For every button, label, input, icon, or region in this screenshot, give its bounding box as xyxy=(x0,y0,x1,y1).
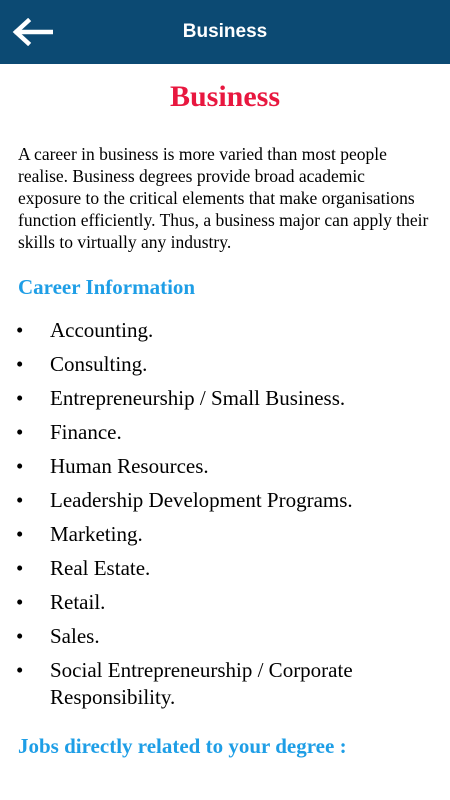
back-button[interactable] xyxy=(10,14,54,50)
list-item-label: Leadership Development Programs. xyxy=(50,488,353,512)
list-item xyxy=(0,453,450,480)
list-item xyxy=(0,317,450,344)
content-scroll-area[interactable] xyxy=(0,64,450,800)
list-item-label: Social Entrepreneurship / Corporate Responsibility. xyxy=(50,658,353,709)
list-item xyxy=(0,487,450,514)
bullet-icon: • xyxy=(16,590,24,614)
bullet-icon: • xyxy=(16,352,24,376)
page-title: Business xyxy=(169,80,281,113)
career-information-heading: Career Information xyxy=(18,275,196,299)
list-item xyxy=(0,385,450,412)
list-item xyxy=(0,521,450,548)
list-item xyxy=(0,351,450,378)
app-bar xyxy=(0,0,450,64)
list-item xyxy=(0,419,450,446)
bullet-icon: • xyxy=(16,318,24,342)
list-item xyxy=(0,657,450,711)
career-list xyxy=(0,317,450,711)
intro-paragraph: A career in business is more varied than most people realise. Business degrees provide broad academic exposure to the critical elements that make organisations function efficiently. Thus, a business major can apply their skills to virtually any industry. xyxy=(18,144,429,252)
list-item-label: Marketing. xyxy=(50,522,143,546)
list-item-label: Human Resources. xyxy=(50,454,209,478)
list-item xyxy=(0,589,450,616)
list-item-label: Consulting. xyxy=(50,352,148,376)
list-item-label: Accounting. xyxy=(50,318,154,342)
jobs-related-heading: Jobs directly related to your degree : xyxy=(18,734,347,758)
list-item-label: Sales. xyxy=(50,624,100,648)
list-item xyxy=(0,555,450,582)
bullet-icon: • xyxy=(16,556,24,580)
bullet-icon: • xyxy=(16,420,24,444)
list-item-label: Finance. xyxy=(50,420,122,444)
bullet-icon: • xyxy=(16,454,24,478)
arrow-left-icon xyxy=(11,18,53,46)
list-item xyxy=(0,623,450,650)
bullet-icon: • xyxy=(16,488,24,512)
list-item-label: Entrepreneurship / Small Business. xyxy=(50,386,346,410)
bullet-icon: • xyxy=(16,658,24,682)
bullet-icon: • xyxy=(16,522,24,546)
list-item-label: Retail. xyxy=(50,590,106,614)
bullet-icon: • xyxy=(16,386,24,410)
bullet-icon: • xyxy=(16,624,24,648)
list-item-label: Real Estate. xyxy=(50,556,151,580)
app-bar-title: Business xyxy=(182,21,268,42)
